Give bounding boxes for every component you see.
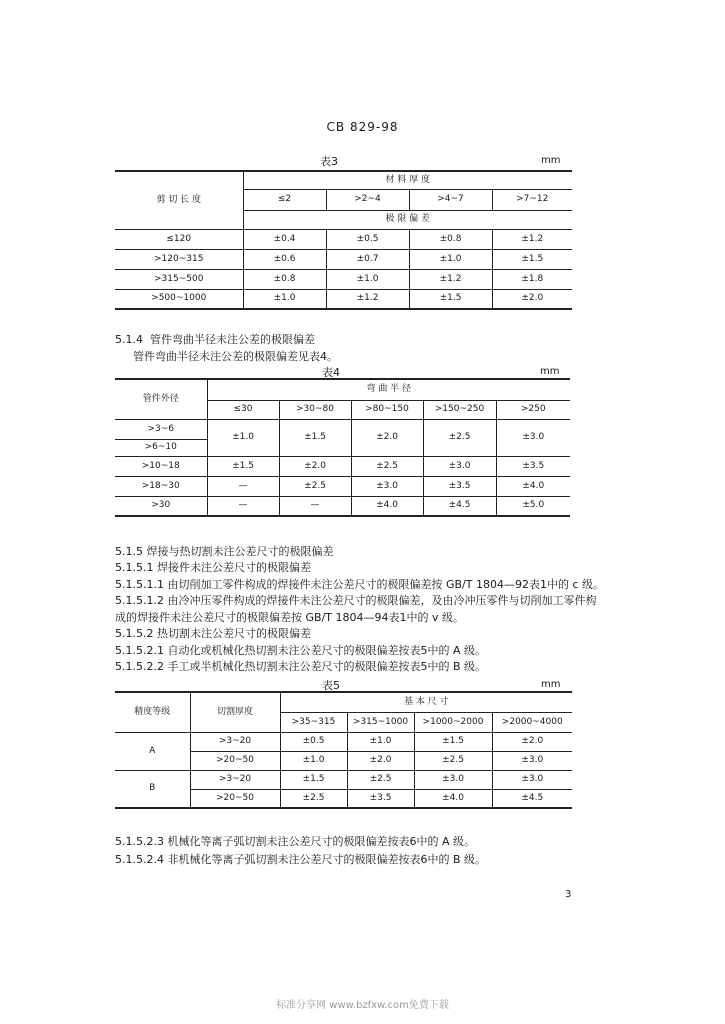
table-row: [115, 229, 572, 249]
table3-unit: mm: [541, 155, 561, 166]
cell: ±1.5: [414, 732, 492, 751]
table-row: [115, 770, 572, 789]
row-label: >3~20: [190, 732, 280, 751]
cell: ±3.5: [423, 476, 496, 496]
table4-col-header: >80~150: [351, 400, 423, 419]
sec-51523-text: 5.1.5.2.3 机械化等离子弧切割未注公差尺寸的极限偏差按表6中的 A 级。: [115, 835, 475, 848]
table3-col-header: >4~7: [409, 189, 492, 210]
table4-col-header: ≤30: [207, 400, 279, 419]
table4: [115, 378, 570, 517]
sec-51512-text-1: 5.1.5.1.2 由冷冲压零件构成的焊接件未注公差尺寸的极限偏差，及由冷冲压零件与切削加工零件构: [115, 594, 597, 607]
standard-code: CB 829-98: [326, 120, 399, 134]
sec-51521-text: 5.1.5.2.1 自动化或机械化热切割未注公差尺寸的极限偏差按表5中的 A 级。: [115, 644, 486, 657]
row-label: >20~50: [190, 789, 280, 808]
sec-51512-text-2: 成的焊接件未注公差尺寸的极限偏差按 GB/T 1804—94表1中的 v 级。: [115, 611, 464, 624]
row-label: >3~20: [190, 770, 280, 789]
grade-label: B: [115, 770, 190, 808]
table3-group-header: 材 料 厚 度: [243, 171, 572, 189]
cell: ±2.5: [351, 456, 423, 476]
row-label: >315~500: [115, 269, 243, 289]
table3-col-header: >7~12: [492, 189, 572, 210]
cell: ±4.0: [351, 496, 423, 516]
row-label: >6~10: [115, 439, 207, 456]
cell: —: [207, 476, 279, 496]
table-row: [115, 496, 570, 516]
table5-col-header: >2000~4000: [492, 712, 572, 732]
cell: ±2.0: [347, 751, 414, 770]
table4-row-header: 管件外径: [115, 379, 207, 419]
table3-row-header: 剪 切 长 度: [115, 171, 243, 229]
cell: ±1.2: [326, 289, 409, 309]
cell: ±1.5: [279, 419, 351, 456]
table5-col-header: >35~315: [280, 712, 347, 732]
cell: ±4.0: [414, 789, 492, 808]
row-label: >120~315: [115, 249, 243, 269]
page-number: 3: [565, 889, 572, 900]
sec-514-number: 5.1.4: [115, 333, 143, 346]
row-label: >3~6: [115, 419, 207, 439]
table3-col-header: >2~4: [326, 189, 409, 210]
table-row: [115, 269, 572, 289]
cell: ±0.8: [243, 269, 326, 289]
table-row: [115, 249, 572, 269]
cell: ±3.5: [347, 789, 414, 808]
cell: ±5.0: [496, 496, 570, 516]
table4-caption: 表4: [322, 366, 340, 379]
cell: ±1.0: [326, 269, 409, 289]
table3: [115, 170, 572, 310]
cell: ±1.0: [207, 419, 279, 456]
cell: ±1.5: [280, 770, 347, 789]
cell: ±2.0: [492, 732, 572, 751]
cell: ±0.8: [409, 229, 492, 249]
table-row: [115, 456, 570, 476]
cell: ±2.0: [279, 456, 351, 476]
row-label: >500~1000: [115, 289, 243, 309]
table4-col-header: >250: [496, 400, 570, 419]
row-label: ≤120: [115, 229, 243, 249]
cell: —: [207, 496, 279, 516]
sec-514-heading: [115, 331, 315, 347]
table5-caption: 表5: [322, 679, 340, 692]
cell: ±4.0: [496, 476, 570, 496]
cell: ±4.5: [423, 496, 496, 516]
table-row: [115, 419, 570, 439]
table5-col-header: >315~1000: [347, 712, 414, 732]
row-label: >18~30: [115, 476, 207, 496]
cell: ±2.5: [423, 419, 496, 456]
cell: ±3.0: [423, 456, 496, 476]
table5-col-header: >1000~2000: [414, 712, 492, 732]
table-row: [115, 476, 570, 496]
cell: ±3.5: [496, 456, 570, 476]
cell: ±0.5: [280, 732, 347, 751]
cell: ±0.7: [326, 249, 409, 269]
cell: ±2.5: [347, 770, 414, 789]
sec-5152-heading: 5.1.5.2 热切割未注公差尺寸的极限偏差: [115, 627, 311, 640]
cell: ±0.6: [243, 249, 326, 269]
cell: ±3.0: [492, 770, 572, 789]
cell: ±3.0: [496, 419, 570, 456]
table-row: [115, 732, 572, 751]
table5: [115, 691, 572, 809]
sec-5151-heading: 5.1.5.1 焊接件未注公差尺寸的极限偏差: [115, 561, 311, 574]
table4-col-header: >150~250: [423, 400, 496, 419]
footer-watermark: 标准分享网 www.bzfxw.com免费下载: [276, 1000, 449, 1011]
cell: ±2.5: [279, 476, 351, 496]
sec-514-text: 管件弯曲半径未注公差的极限偏差见表4。: [133, 350, 338, 363]
table4-group-header: 弯 曲 半 径: [207, 379, 570, 400]
table3-caption: 表3: [320, 155, 338, 168]
table5-thickness-header: 切割厚度: [190, 692, 280, 732]
cell: ±3.0: [414, 770, 492, 789]
cell: ±1.2: [409, 269, 492, 289]
table-row: [115, 289, 572, 309]
cell: ±1.5: [409, 289, 492, 309]
cell: ±1.5: [207, 456, 279, 476]
sec-51511-text: 5.1.5.1.1 由切削加工零件构成的焊接件未注公差尺寸的极限偏差按 GB/T 1804—92表1中的 c 级。: [115, 578, 604, 591]
grade-label: A: [115, 732, 190, 770]
cell: ±2.0: [351, 419, 423, 456]
table3-col-header: ≤2: [243, 189, 326, 210]
sec-51522-text: 5.1.5.2.2 手工或半机械化热切割未注公差尺寸的极限偏差按表5中的 B 级。: [115, 660, 487, 673]
table5-grade-header: 精度等级: [115, 692, 190, 732]
cell: ±3.0: [351, 476, 423, 496]
cell: —: [279, 496, 351, 516]
cell: ±2.5: [414, 751, 492, 770]
cell: ±4.5: [492, 789, 572, 808]
table5-unit: mm: [541, 679, 561, 690]
cell: ±2.5: [280, 789, 347, 808]
row-label: >10~18: [115, 456, 207, 476]
cell: ±1.2: [492, 229, 572, 249]
cell: ±0.5: [326, 229, 409, 249]
cell: ±1.5: [492, 249, 572, 269]
cell: ±1.0: [347, 732, 414, 751]
table4-col-header: >30~80: [279, 400, 351, 419]
table4-unit: mm: [540, 366, 560, 377]
table3-sub-header: 极 限 偏 差: [243, 210, 572, 229]
table5-group-header: 基 本 尺 寸: [280, 692, 572, 712]
cell: ±1.0: [409, 249, 492, 269]
cell: ±3.0: [492, 751, 572, 770]
cell: ±1.0: [243, 289, 326, 309]
cell: ±2.0: [492, 289, 572, 309]
cell: ±1.8: [492, 269, 572, 289]
sec-51524-text: 5.1.5.2.4 非机械化等离子弧切割未注公差尺寸的极限偏差按表6中的 B 级。: [115, 853, 487, 866]
cell: ±0.4: [243, 229, 326, 249]
sec-514-title: 管件弯曲半径未注公差的极限偏差: [150, 333, 315, 346]
row-label: >20~50: [190, 751, 280, 770]
cell: ±1.0: [280, 751, 347, 770]
sec-515-heading: 5.1.5 焊接与热切割未注公差尺寸的极限偏差: [115, 545, 334, 558]
row-label: >30: [115, 496, 207, 516]
